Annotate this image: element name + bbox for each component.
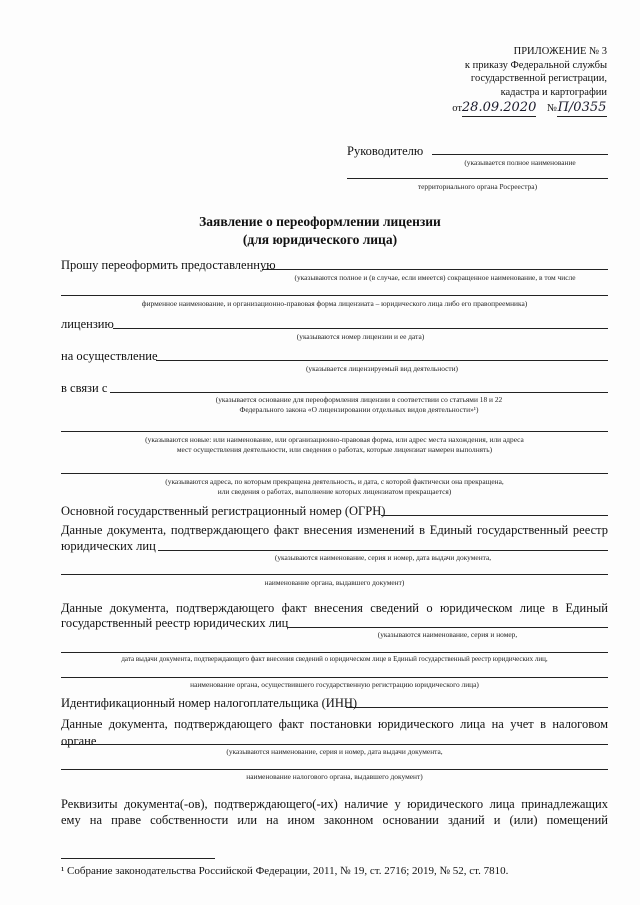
addressee-hint-2: территориального органа Росреестра)	[417, 182, 538, 191]
activity-label: на осуществление	[61, 349, 158, 363]
egrul-entry-hint-2: дата выдачи документа, подтверждающего факт внесения сведений о юридическом лице в Единый государственный реестр юридических лиц,	[121, 655, 548, 663]
activity-hint: (указывается лицензируемый вид деятельности)	[305, 364, 459, 373]
tax-line-2	[61, 769, 608, 770]
egrul-change-hint-2: наименование органа, выдавшего документ)	[264, 578, 405, 587]
reason-hint	[110, 395, 608, 415]
addressee-line-2	[347, 178, 608, 179]
stopped-line	[61, 473, 608, 474]
title-line-2: (для юридического лица)	[242, 231, 398, 247]
reason-line	[110, 392, 608, 393]
footnote-text: ¹ Собрание законодательства Российской Федерации, 2011, № 19, ст. 2716; 2019, № 52, ст. 7810.	[61, 865, 509, 877]
request-hint-2: фирменное наименование, и организационно-правовая форма лицензиата – юридического лица либо его правопреемника)	[141, 299, 528, 308]
egrul-entry-text-2: государственный реестр юридических лиц	[61, 616, 289, 630]
new-data-hint-line-2: мест осуществления деятельности, или сведения о работах, которые лицензиат намерен выполнять)	[176, 444, 493, 454]
ogrn-label: Основной государственный регистрационный номер (ОГРН)	[61, 504, 386, 518]
order-number: П/0355	[557, 100, 607, 118]
ogrn-line	[381, 515, 608, 516]
appendix-number: ПРИЛОЖЕНИЕ № 3	[513, 46, 607, 57]
property-text-2: ему на праве собственности или на ином законном основании зданий и (или) помещений	[61, 813, 608, 827]
tax-hint-2: наименование налогового органа, выдавшего документ)	[246, 772, 423, 781]
document-title	[0, 213, 640, 248]
license-line	[113, 328, 608, 329]
footnote-separator	[61, 858, 215, 859]
activity-line	[156, 360, 608, 361]
addressee-label: Руководителю	[347, 144, 424, 158]
request-label: Прошу переоформить предоставленную	[61, 258, 276, 272]
egrul-change-line-2	[61, 574, 608, 575]
stopped-hint-line-1: (указываются адреса, по которым прекращена деятельность, и дата, с которой фактически она прекращена,	[165, 477, 504, 486]
tax-text: Данные документа, подтверждающего факт постановки юридического лица на учет в налоговом органе	[61, 717, 608, 748]
reason-hint-line-1: (указывается основание для переоформления лицензии в соответствии со статьями 18 и 22	[215, 395, 503, 404]
egrul-change-hint-1: (указываются наименование, серия и номер, дата выдачи документа,	[274, 553, 492, 562]
egrul-entry-hint-3: наименование органа, осуществившего государственную регистрацию юридического лица)	[190, 680, 479, 689]
reason-label: в связи с	[61, 381, 108, 395]
egrul-change-text-2: юридических лиц	[61, 539, 156, 553]
egrul-entry-line-3	[61, 677, 608, 678]
tax-hint-1: (указываются наименование, серия и номер, дата выдачи документа,	[226, 747, 443, 756]
egrul-entry-line	[287, 627, 608, 628]
egrul-change-text-1: Данные документа, подтверждающего факт внесения изменений в Единый государственный реестр	[61, 523, 608, 537]
number-prefix: №	[546, 102, 557, 114]
property-text-1: Реквизиты документа(-ов), подтверждающего(-их) наличие у юридического лица принадлежащих	[61, 797, 608, 811]
egrul-change-line	[158, 550, 608, 551]
license-label: лицензию	[61, 317, 114, 331]
inn-label: Идентификационный номер налогоплательщика (ИНН)	[61, 696, 358, 710]
egrul-entry-hint-1: (указываются наименование, серия и номер,	[377, 630, 518, 639]
request-line	[262, 269, 608, 270]
order-date: 28.09.2020	[462, 100, 536, 118]
order-line-3: кадастра и картографии	[500, 86, 607, 98]
order-date-number	[452, 100, 607, 116]
appendix-header	[452, 45, 607, 116]
tax-line	[61, 744, 608, 745]
stopped-hint	[61, 477, 608, 497]
new-data-hint	[61, 435, 608, 455]
inn-line	[346, 707, 608, 708]
stopped-hint-line-2: или сведения о работах, выполнение которых лицензиатом прекращается)	[217, 486, 452, 496]
new-data-line	[61, 431, 608, 432]
egrul-entry-line-2	[61, 652, 608, 653]
order-line-1: к приказу Федеральной службы	[464, 59, 607, 71]
new-data-hint-line-1: (указываются новые: или наименование, или организационно-правовая форма, или адрес места нахождения, или адреса	[145, 435, 524, 444]
request-line-2	[61, 295, 608, 296]
license-hint: (указываются номер лицензии и ее дата)	[296, 332, 425, 341]
reason-hint-line-2: Федерального закона «О лицензировании отдельных видов деятельности»¹)	[239, 404, 479, 414]
date-prefix: от	[452, 102, 462, 114]
request-hint-1: (указываются полное и (в случае, если имеется) сокращенное наименование, в том числе	[294, 273, 576, 282]
addressee-hint-1: (указывается полное наименование	[464, 158, 576, 167]
egrul-entry-text-1: Данные документа, подтверждающего факт внесения сведений о юридическом лице в Единый	[61, 601, 608, 615]
title-line-1: Заявление о переоформлении лицензии	[199, 214, 441, 229]
order-line-2: государственной регистрации,	[470, 73, 607, 85]
addressee-line-1	[432, 154, 608, 155]
